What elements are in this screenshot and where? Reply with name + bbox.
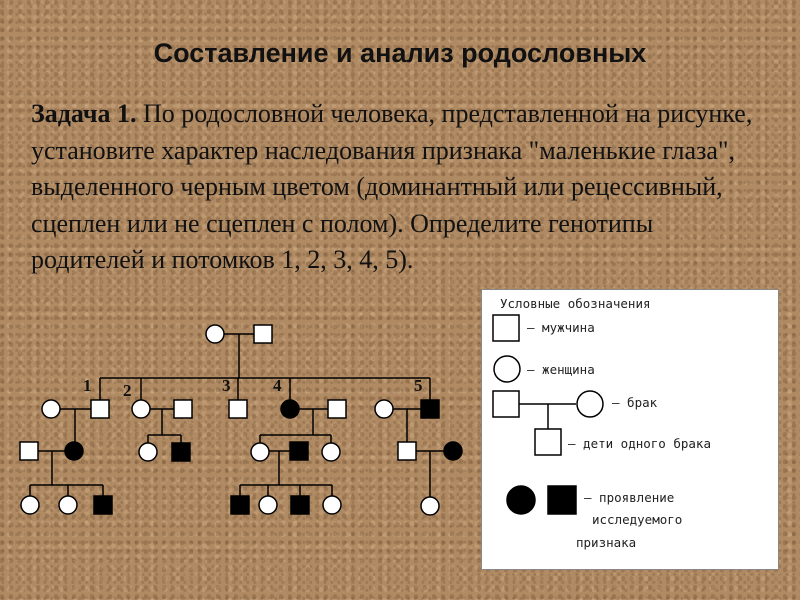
legend-affected-male	[548, 486, 576, 514]
male-symbol	[254, 325, 272, 343]
female-symbol	[259, 496, 277, 514]
legend-male-symbol	[493, 315, 519, 341]
male-symbol	[229, 400, 247, 418]
affected-male-symbol	[172, 443, 190, 461]
affected-male-symbol	[231, 496, 249, 514]
legend-children-label: – дети одного брака	[568, 436, 711, 451]
family-number-1: 1	[83, 376, 92, 395]
legend-trait-line1: – проявление	[584, 490, 675, 505]
legend-marriage-female	[577, 391, 603, 417]
legend-box	[481, 289, 779, 570]
female-symbol	[322, 443, 340, 461]
task-body: По родословной человека, представленной на рисунке, установите характер наследования признака "маленькие глаза", выделенного черным цветом (доминантный или рецессивный, сцеплен или не сцеплен с полом). Определите генотипы родителей и потомков 1, 2, 3, 4, 5).	[31, 99, 753, 274]
male-symbol	[174, 400, 192, 418]
female-symbol	[139, 443, 157, 461]
legend-trait-line2: исследуемого	[592, 512, 683, 527]
affected-female-symbol	[281, 400, 299, 418]
legend-male-label: – мужчина	[527, 320, 595, 335]
affected-male-symbol	[290, 442, 308, 460]
affected-female-symbol	[444, 442, 462, 460]
legend-trait-line3: признака	[576, 535, 637, 550]
legend-child-symbol	[535, 429, 561, 455]
male-symbol	[328, 400, 346, 418]
pedigree-individuals	[20, 325, 462, 515]
task-label: Задача 1.	[31, 99, 137, 128]
female-symbol	[132, 400, 150, 418]
female-symbol	[421, 497, 439, 515]
female-symbol	[21, 496, 39, 514]
affected-male-symbol	[94, 496, 112, 514]
male-symbol	[398, 442, 416, 460]
affected-female-symbol	[65, 442, 83, 460]
affected-male-symbol	[421, 400, 439, 418]
legend-marriage-male	[493, 391, 519, 417]
female-symbol	[323, 496, 341, 514]
legend-marriage-label: – брак	[612, 395, 658, 410]
female-symbol	[375, 400, 393, 418]
male-symbol	[91, 400, 109, 418]
female-symbol	[59, 496, 77, 514]
slide-title: Составление и анализ родословных	[153, 38, 647, 68]
female-symbol	[42, 400, 60, 418]
legend-female-symbol	[494, 356, 520, 382]
male-symbol	[20, 442, 38, 460]
family-number-4: 4	[273, 376, 282, 395]
female-symbol	[206, 325, 224, 343]
legend-female-label: – женщина	[527, 362, 595, 377]
female-symbol	[251, 443, 269, 461]
family-number-2: 2	[123, 381, 132, 400]
affected-male-symbol	[291, 496, 309, 514]
legend-affected-female	[507, 486, 535, 514]
family-number-5: 5	[414, 376, 423, 395]
legend-heading: Условные обозначения	[500, 296, 651, 311]
family-number-3: 3	[222, 376, 231, 395]
